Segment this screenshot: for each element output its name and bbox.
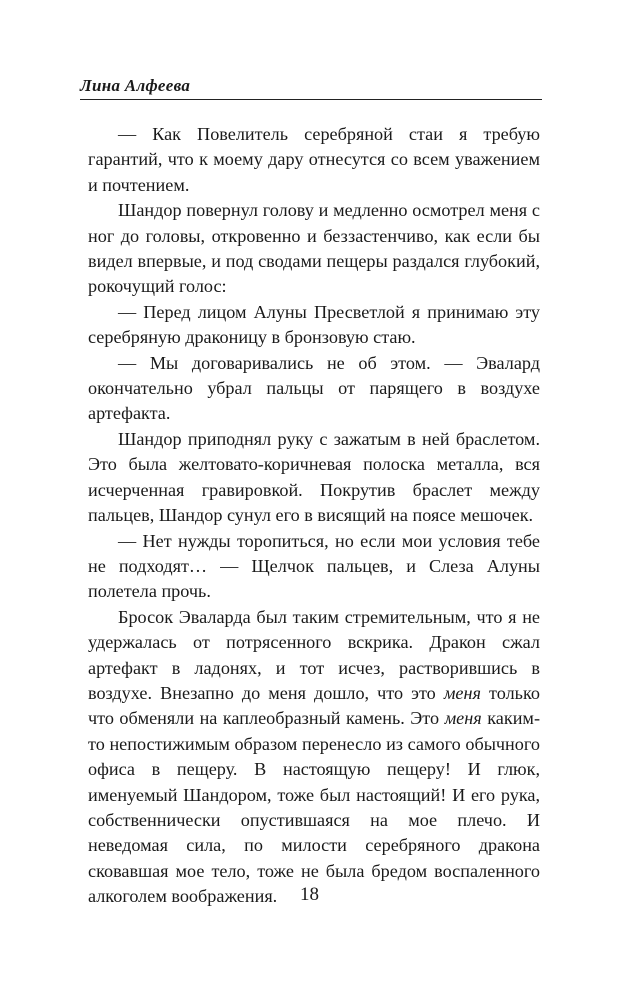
paragraph: — Как Повелитель серебряной стаи я требую гарантий, что к моему дару отнесутся со всем уважением и почтением. [88, 124, 540, 195]
body-text [88, 122, 540, 910]
paragraph: Шандор приподнял руку с зажатым в ней браслетом. Это была желтовато-коричневая полоска металла, вся исчерченная гравировкой. Покрутив браслет между пальцев, Шандор сунул его в висящий на поясе мешочек. [88, 428, 540, 526]
header-rule [80, 99, 542, 100]
paragraph: — Нет нужды торопиться, но если мои условия тебе не подходят… — Щелчок пальцев, и Слеза Алуны полетела прочь. [88, 530, 540, 602]
emphasized-word: меня [443, 682, 481, 703]
paragraph: — Перед лицом Алуны Пресветлой я принимаю эту серебряную драконицу в бронзовую стаю. [88, 301, 540, 348]
running-head-author: Лина Алфеева [80, 76, 191, 95]
paragraph-with-emphasis: Бросок Эваларда был таким стремительным, что я не удержалась от потрясенного вскрика. Дракон сжал артефакт в ладонях, и тот исчез, растворившись в воздухе. Внезапно до меня дошло, что это меня только что обменяли на каплеобразный камень. Это меня каким-то непостижимым образом перенесло из самого обычного офиса в пещеру. В настоящую пещеру! И глюк, именуемый Шандором, тоже был настоящий! И его рука, собственнически опустившаяся на мое плечо. И неведомая сила, по милости серебряного дракона сковавшая мое тело, тоже не была бредом воспаленного алкоголем воображения. [88, 606, 541, 907]
paragraph: — Мы договаривались не об этом. — Эвалард окончательно убрал пальцы от парящего в воздухе артефакта. [88, 352, 540, 424]
page-number: 18 [300, 884, 319, 905]
emphasized-word: меня [444, 708, 482, 729]
paragraph: Шандор повернул голову и медленно осмотрел меня с ног до головы, откровенно и беззастенчиво, как если бы видел впервые, и под сводами пещеры раздался глубокий, рокочущий голос: [88, 200, 540, 297]
